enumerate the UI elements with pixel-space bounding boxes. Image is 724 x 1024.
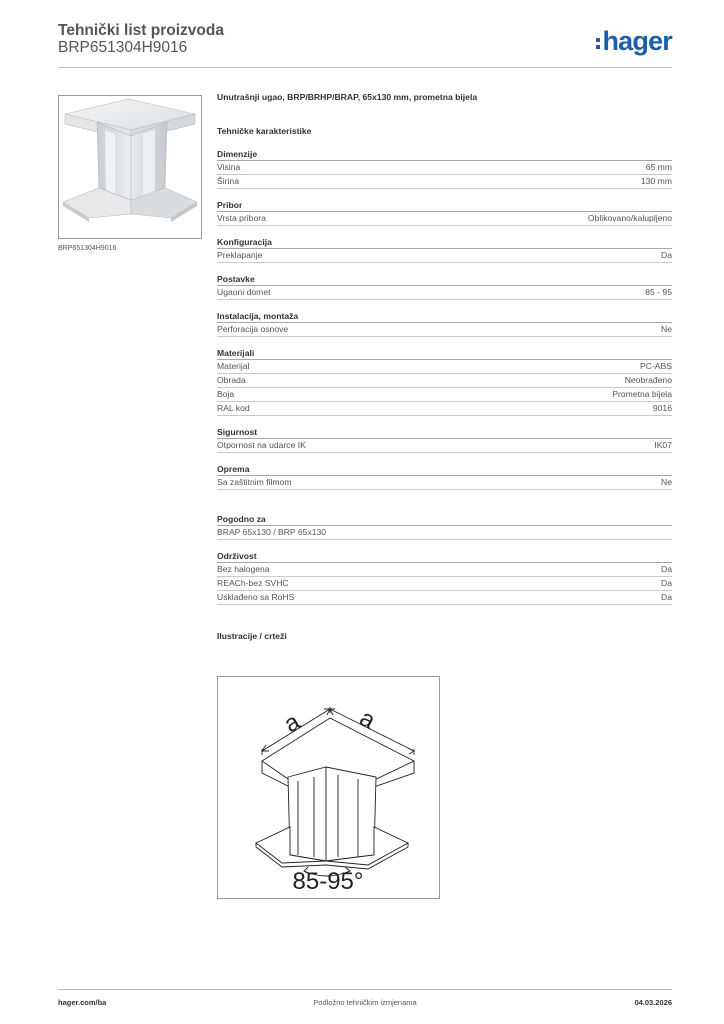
page-header — [58, 20, 672, 68]
spec-value: PC-ABS — [640, 361, 672, 371]
spec-group — [217, 347, 672, 416]
footer-divider — [58, 989, 672, 990]
document-title: Tehnički list proizvoda — [58, 22, 224, 39]
spec-value: Prometna bijela — [612, 389, 672, 399]
spec-groups — [217, 148, 672, 605]
logo-text: hager — [602, 26, 672, 56]
spec-value: Oblikovano/kalupljeno — [587, 213, 672, 223]
inner-corner-photo-icon — [59, 96, 201, 238]
spec-label: Obrada — [217, 375, 246, 385]
spec-group — [217, 310, 672, 337]
spec-group — [217, 199, 672, 226]
spec-group — [217, 550, 672, 605]
spec-label: Materijal — [217, 361, 250, 371]
angle-label: 85-95° — [292, 868, 364, 895]
spec-value: Da — [661, 250, 672, 260]
dimension-label-left: a — [279, 708, 305, 739]
spec-label: Visina — [217, 162, 241, 172]
spec-row — [217, 175, 672, 189]
tech-heading: Tehničke karakteristike — [217, 126, 312, 136]
spec-row — [217, 374, 672, 388]
spec-row — [217, 286, 672, 300]
spec-value: 85 - 95 — [645, 287, 672, 297]
spec-group — [217, 148, 672, 189]
spec-row — [217, 212, 672, 226]
spec-label: Ugaoni domet — [217, 287, 271, 297]
spec-group-title: Materijali — [217, 347, 672, 360]
spec-value: IK07 — [654, 440, 672, 450]
logo-dots-icon — [596, 38, 600, 49]
spec-row — [217, 161, 672, 175]
spec-row — [217, 526, 672, 540]
spec-group — [217, 463, 672, 490]
spec-label: Preklapanje — [217, 250, 263, 260]
spec-row — [217, 439, 672, 453]
spec-group-title: Konfiguracija — [217, 236, 672, 249]
header-divider — [58, 67, 672, 68]
illustrations-heading: Ilustracije / crteži — [217, 631, 287, 641]
spec-group-title: Instalacija, montaža — [217, 310, 672, 323]
spec-label: Usklađeno sa RoHS — [217, 592, 295, 602]
spec-group-title: Oprema — [217, 463, 672, 476]
spec-row — [217, 360, 672, 374]
spec-group-title: Pogodno za — [217, 513, 672, 526]
spec-row — [217, 402, 672, 416]
spec-group-title: Pribor — [217, 199, 672, 212]
technical-drawing — [217, 676, 440, 899]
spec-label: Bez halogena — [217, 564, 270, 574]
product-description: Unutrašnji ugao, BRP/BRHP/BRAP, 65x130 mm, prometna bijela — [217, 92, 478, 102]
footer-notice: Podložno tehničkim izmjenama — [313, 998, 417, 1007]
spec-value: Neobrađeno — [624, 375, 672, 385]
spec-row — [217, 388, 672, 402]
spec-value: 9016 — [652, 403, 672, 413]
spec-group-title: Postavke — [217, 273, 672, 286]
spec-group — [217, 426, 672, 453]
spec-label: BRAP 65x130 / BRP 65x130 — [217, 527, 327, 537]
spec-value: Da — [661, 578, 672, 588]
footer-website-link[interactable]: hager.com/ba — [58, 998, 107, 1007]
spec-value: 130 mm — [640, 176, 672, 186]
spec-row — [217, 323, 672, 337]
spec-label: Perforacija osnove — [217, 324, 289, 334]
spec-value: Da — [661, 592, 672, 602]
spec-label: Sa zaštitnim filmom — [217, 477, 292, 487]
spec-label: Boja — [217, 389, 235, 399]
spec-group — [217, 273, 672, 300]
spec-group-title: Dimenzije — [217, 148, 672, 161]
spec-label: REACh-bez SVHC — [217, 578, 289, 588]
footer-date: 04.03.2026 — [634, 998, 672, 1007]
spec-value: Ne — [661, 324, 672, 334]
inner-corner-drawing-icon — [218, 677, 439, 898]
spec-label: Širina — [217, 176, 239, 186]
spec-row — [217, 591, 672, 605]
spec-row — [217, 563, 672, 577]
spec-label: RAL kod — [217, 403, 250, 413]
spec-value: 65 mm — [645, 162, 672, 172]
spec-row — [217, 476, 672, 490]
spec-group — [217, 236, 672, 263]
spec-label: Vrsta pribora — [217, 213, 266, 223]
spec-group-title: Održivost — [217, 550, 672, 563]
spec-row — [217, 249, 672, 263]
photo-caption: BRP651304H9016 — [58, 245, 117, 252]
dimension-label-right: a — [355, 704, 380, 735]
spec-group-title: Sigurnost — [217, 426, 672, 439]
spec-value: Da — [661, 564, 672, 574]
spec-group — [217, 513, 672, 540]
page-footer — [58, 998, 672, 1010]
hager-logo — [596, 28, 672, 54]
spec-label: Otpornost na udarce IK — [217, 440, 306, 450]
spec-value: Ne — [661, 477, 672, 487]
spec-content — [217, 92, 672, 643]
product-code: BRP651304H9016 — [58, 39, 188, 56]
spec-row — [217, 577, 672, 591]
product-photo — [58, 95, 202, 239]
